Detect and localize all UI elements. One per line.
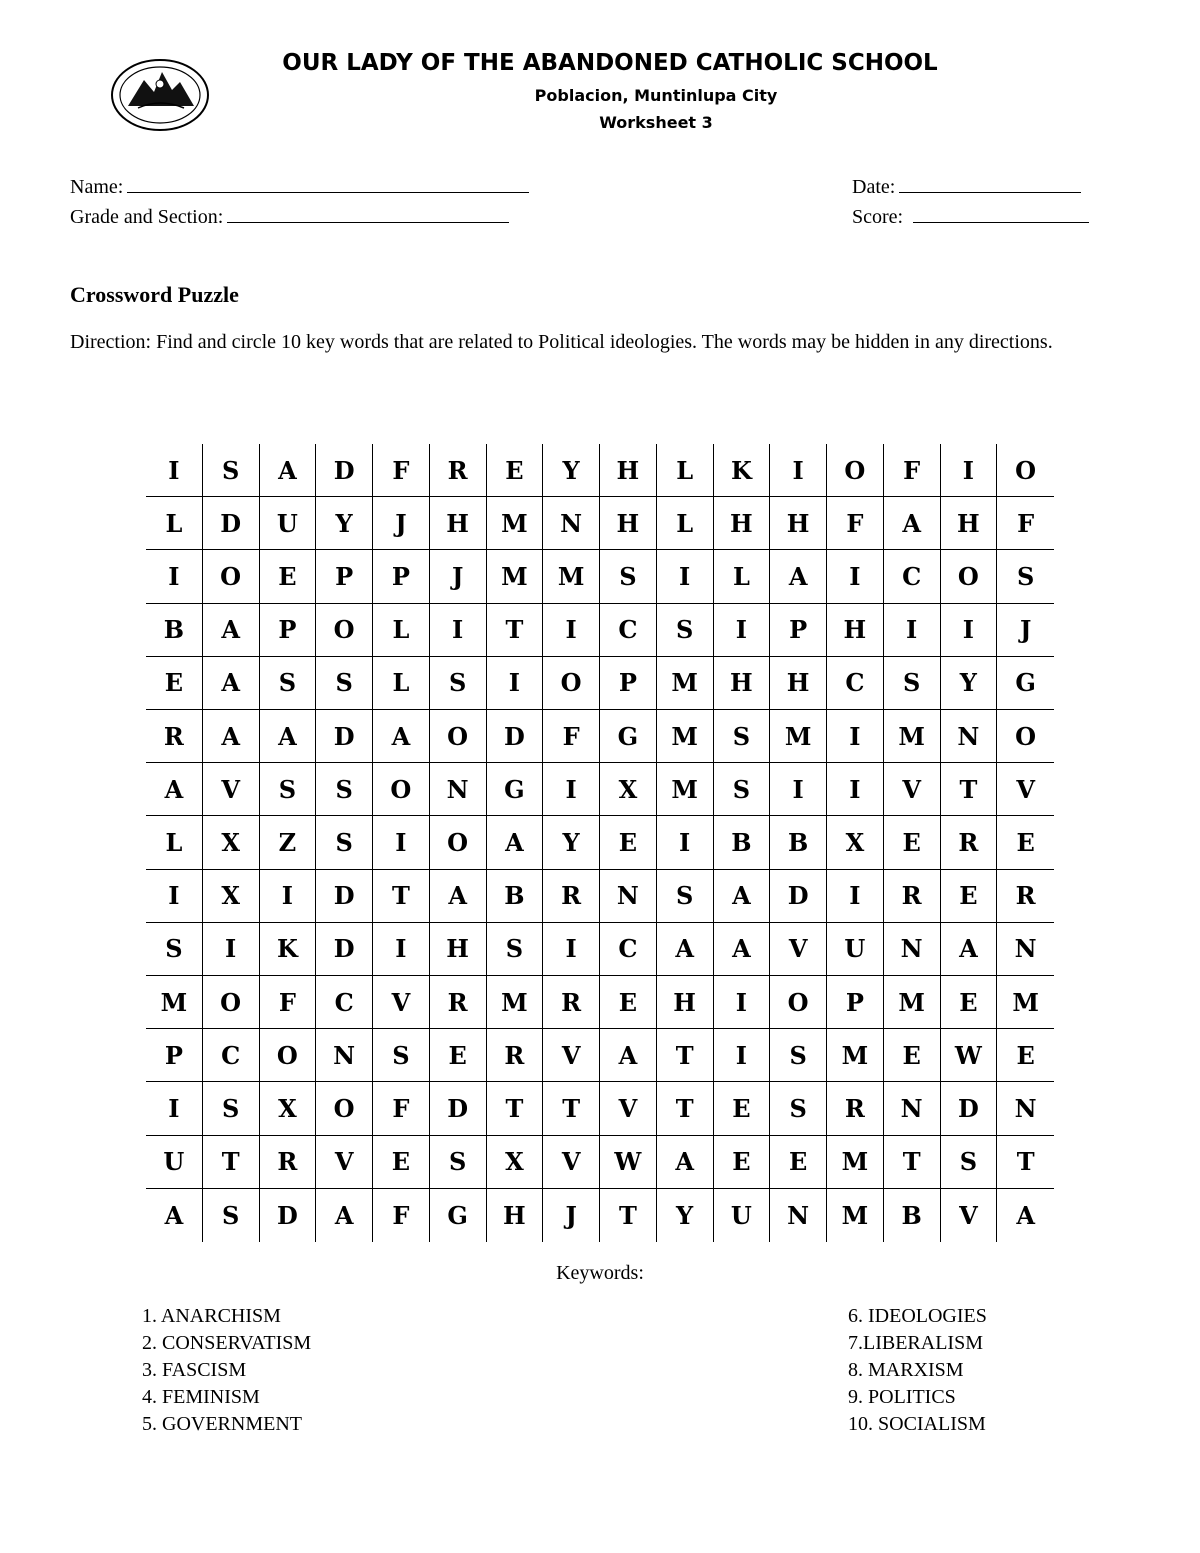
grid-cell[interactable]: I [146, 550, 203, 603]
grid-cell[interactable]: I [373, 923, 430, 976]
grid-cell[interactable]: I [543, 763, 600, 816]
grid-cell[interactable]: O [827, 444, 884, 497]
grid-cell[interactable]: P [373, 550, 430, 603]
grid-cell[interactable]: Z [260, 816, 317, 869]
grid-cell[interactable]: A [203, 710, 260, 763]
grid-cell[interactable]: N [770, 1189, 827, 1242]
grid-cell[interactable]: E [770, 1136, 827, 1189]
grid-cell[interactable]: D [316, 444, 373, 497]
grid-cell[interactable]: A [260, 444, 317, 497]
grid-cell[interactable]: M [884, 976, 941, 1029]
grid-cell[interactable]: I [827, 710, 884, 763]
grid-cell[interactable]: J [373, 497, 430, 550]
grid-cell[interactable]: A [146, 1189, 203, 1242]
grid-cell[interactable]: T [657, 1029, 714, 1082]
grid-cell[interactable]: S [941, 1136, 998, 1189]
grid-cell[interactable]: M [827, 1189, 884, 1242]
grid-cell[interactable]: G [487, 763, 544, 816]
grid-cell[interactable]: O [203, 550, 260, 603]
grid-cell[interactable]: N [543, 497, 600, 550]
grid-cell[interactable]: G [430, 1189, 487, 1242]
grid-cell[interactable]: A [146, 763, 203, 816]
grid-cell[interactable]: M [657, 710, 714, 763]
grid-cell[interactable]: A [600, 1029, 657, 1082]
grid-cell[interactable]: S [714, 763, 771, 816]
grid-cell[interactable]: N [884, 923, 941, 976]
grid-cell[interactable]: H [430, 923, 487, 976]
grid-cell[interactable]: R [146, 710, 203, 763]
score-label: Score: [852, 206, 904, 228]
grid-cell[interactable]: O [316, 604, 373, 657]
grid-cell[interactable]: V [543, 1136, 600, 1189]
grid-cell[interactable]: B [487, 870, 544, 923]
school-name: OUR LADY OF THE ABANDONED CATHOLIC SCHOOL [282, 50, 938, 76]
keyword-list-left [142, 1303, 311, 1438]
grid-cell[interactable]: S [657, 604, 714, 657]
grid-cell[interactable]: C [827, 657, 884, 710]
grid-cell[interactable]: W [600, 1136, 657, 1189]
grid-cell[interactable]: A [657, 1136, 714, 1189]
grid-cell[interactable]: A [487, 816, 544, 869]
grid-cell[interactable]: F [884, 444, 941, 497]
grid-cell[interactable]: S [657, 870, 714, 923]
grid-cell[interactable]: G [997, 657, 1054, 710]
grid-cell[interactable]: F [373, 1082, 430, 1135]
grid-cell[interactable]: O [430, 710, 487, 763]
grid-cell[interactable]: O [997, 444, 1054, 497]
grid-cell[interactable]: A [203, 604, 260, 657]
grid-cell[interactable]: E [430, 1029, 487, 1082]
keyword-list-right [848, 1303, 987, 1438]
grid-cell[interactable]: H [657, 976, 714, 1029]
grid-cell[interactable]: H [714, 657, 771, 710]
keyword-item: 5. GOVERNMENT [142, 1413, 302, 1435]
grid-cell[interactable]: J [430, 550, 487, 603]
grid-cell[interactable]: V [600, 1082, 657, 1135]
grid-cell[interactable]: T [373, 870, 430, 923]
grid-cell[interactable]: I [827, 763, 884, 816]
grid-cell[interactable]: N [997, 923, 1054, 976]
keyword-item: 10. SOCIALISM [848, 1413, 986, 1435]
grid-cell[interactable]: O [770, 976, 827, 1029]
grid-cell[interactable]: C [600, 923, 657, 976]
grid-cell[interactable]: W [941, 1029, 998, 1082]
grid-cell[interactable]: L [657, 444, 714, 497]
keywords-label: Keywords: [556, 1262, 644, 1284]
grid-cell[interactable]: M [827, 1136, 884, 1189]
worksheet-number: Worksheet 3 [599, 113, 713, 132]
grid-cell[interactable]: R [260, 1136, 317, 1189]
grid-cell[interactable]: X [487, 1136, 544, 1189]
grid-cell[interactable]: T [203, 1136, 260, 1189]
keyword-item: 8. MARXISM [848, 1359, 964, 1381]
grid-cell[interactable]: R [430, 976, 487, 1029]
grid-cell[interactable]: O [430, 816, 487, 869]
grid-cell[interactable]: E [714, 1136, 771, 1189]
grid-cell[interactable]: Y [657, 1189, 714, 1242]
grid-cell[interactable]: M [770, 710, 827, 763]
grid-cell[interactable]: S [430, 657, 487, 710]
grid-cell[interactable]: L [714, 550, 771, 603]
grid-cell[interactable]: A [770, 550, 827, 603]
grid-cell[interactable]: F [260, 976, 317, 1029]
grid-cell[interactable]: V [373, 976, 430, 1029]
grid-cell[interactable]: S [487, 923, 544, 976]
grid-cell[interactable]: S [373, 1029, 430, 1082]
grid-cell[interactable]: I [714, 976, 771, 1029]
grid-cell[interactable]: R [543, 976, 600, 1029]
grid-cell[interactable]: I [543, 923, 600, 976]
grid-cell[interactable]: D [487, 710, 544, 763]
grid-cell[interactable]: E [884, 816, 941, 869]
grid-cell[interactable]: Y [543, 816, 600, 869]
grid-cell[interactable]: X [203, 816, 260, 869]
grid-cell[interactable]: S [316, 763, 373, 816]
grid-cell[interactable]: I [827, 550, 884, 603]
grid-cell[interactable]: A [884, 497, 941, 550]
section-title: Crossword Puzzle [70, 282, 239, 307]
grid-cell[interactable]: S [997, 550, 1054, 603]
grid-cell[interactable]: K [714, 444, 771, 497]
grid-cell[interactable]: R [884, 870, 941, 923]
grid-cell[interactable]: A [260, 710, 317, 763]
grid-cell[interactable]: O [997, 710, 1054, 763]
grid-cell[interactable]: R [543, 870, 600, 923]
grid-cell[interactable]: X [260, 1082, 317, 1135]
grid-cell[interactable]: F [373, 444, 430, 497]
grid-cell[interactable]: A [941, 923, 998, 976]
grid-cell[interactable]: C [600, 604, 657, 657]
grid-cell[interactable]: D [941, 1082, 998, 1135]
grid-cell[interactable]: P [770, 604, 827, 657]
grid-cell[interactable]: G [600, 710, 657, 763]
grid-cell[interactable]: E [714, 1082, 771, 1135]
grid-cell[interactable]: P [316, 550, 373, 603]
grid-cell[interactable]: M [997, 976, 1054, 1029]
grid-cell[interactable]: H [487, 1189, 544, 1242]
score-blank[interactable] [913, 204, 1089, 223]
grid-cell[interactable]: I [146, 870, 203, 923]
grid-cell[interactable]: B [770, 816, 827, 869]
grid-cell[interactable]: E [146, 657, 203, 710]
grid-cell[interactable]: E [373, 1136, 430, 1189]
grid-cell[interactable]: A [203, 657, 260, 710]
grid-cell[interactable]: H [827, 604, 884, 657]
grid-cell[interactable]: A [714, 923, 771, 976]
grid-cell[interactable]: J [997, 604, 1054, 657]
grid-cell[interactable]: O [373, 763, 430, 816]
grid-cell[interactable]: V [997, 763, 1054, 816]
grid-cell[interactable]: M [487, 976, 544, 1029]
grid-cell[interactable]: S [203, 1082, 260, 1135]
grid-cell[interactable]: X [827, 816, 884, 869]
grid-cell[interactable]: I [657, 550, 714, 603]
grid-cell[interactable]: B [714, 816, 771, 869]
grid-cell[interactable]: L [657, 497, 714, 550]
grid-cell[interactable]: I [146, 1082, 203, 1135]
keyword-item: 2. CONSERVATISM [142, 1332, 312, 1354]
grid-cell[interactable]: U [714, 1189, 771, 1242]
grid-cell[interactable]: R [997, 870, 1054, 923]
grid-cell[interactable]: V [203, 763, 260, 816]
grid-cell[interactable]: H [770, 497, 827, 550]
grid-cell[interactable]: T [941, 763, 998, 816]
grid-cell[interactable]: O [203, 976, 260, 1029]
grid-cell[interactable]: I [941, 444, 998, 497]
grid-cell[interactable]: I [146, 444, 203, 497]
grid-cell[interactable]: S [430, 1136, 487, 1189]
grid-cell[interactable]: D [316, 710, 373, 763]
grid-cell[interactable]: E [600, 816, 657, 869]
grid-cell[interactable]: M [146, 976, 203, 1029]
grade-section-field[interactable] [70, 204, 509, 229]
grid-cell[interactable]: I [884, 604, 941, 657]
name-field[interactable] [70, 174, 529, 199]
grid-cell[interactable]: R [827, 1082, 884, 1135]
grid-cell[interactable]: H [770, 657, 827, 710]
grid-cell[interactable]: O [941, 550, 998, 603]
grid-cell[interactable]: C [203, 1029, 260, 1082]
grid-cell[interactable]: J [543, 1189, 600, 1242]
grid-cell[interactable]: O [543, 657, 600, 710]
grid-cell[interactable]: P [600, 657, 657, 710]
grid-cell[interactable]: M [657, 657, 714, 710]
grid-cell[interactable]: P [146, 1029, 203, 1082]
grid-cell[interactable]: B [884, 1189, 941, 1242]
date-field[interactable] [852, 174, 1081, 199]
grid-cell[interactable]: E [941, 870, 998, 923]
grid-cell[interactable]: P [260, 604, 317, 657]
grid-cell[interactable]: A [1016, 1200, 1035, 1230]
grid-cell[interactable]: E [884, 1029, 941, 1082]
grid-cell[interactable]: T [543, 1082, 600, 1135]
grid-cell[interactable]: F [997, 497, 1054, 550]
grid-cell[interactable]: A [714, 870, 771, 923]
grid-cell[interactable]: I [657, 816, 714, 869]
grid-cell[interactable]: M [487, 497, 544, 550]
keyword-item: 9. POLITICS [848, 1386, 956, 1408]
grid-cell[interactable]: S [260, 657, 317, 710]
grid-cell[interactable]: R [941, 816, 998, 869]
grid-cell[interactable]: D [316, 923, 373, 976]
grid-cell[interactable]: S [316, 657, 373, 710]
grid-cell[interactable]: Y [316, 497, 373, 550]
grid-cell[interactable]: M [884, 710, 941, 763]
grid-cell[interactable]: I [487, 657, 544, 710]
grid-cell[interactable]: F [827, 497, 884, 550]
grid-cell[interactable]: S [884, 657, 941, 710]
grid-cell[interactable]: S [316, 816, 373, 869]
grid-cell[interactable]: S [146, 923, 203, 976]
grid-cell[interactable]: N [600, 870, 657, 923]
grid-cell[interactable]: F [543, 710, 600, 763]
grid-cell[interactable]: E [941, 976, 998, 1029]
keyword-item: 4. FEMINISM [142, 1386, 260, 1408]
grid-cell[interactable]: I [770, 444, 827, 497]
keyword-item: 7.LIBERALISM [848, 1332, 983, 1354]
grid-cell[interactable]: B [146, 604, 203, 657]
grid-cell[interactable]: L [373, 604, 430, 657]
grid-cell[interactable]: O [260, 1029, 317, 1082]
grid-cell[interactable]: I [373, 816, 430, 869]
grid-cell[interactable]: H [941, 497, 998, 550]
grid-cell[interactable]: R [430, 444, 487, 497]
grid-cell[interactable]: M [657, 763, 714, 816]
grid-cell[interactable]: Y [543, 444, 600, 497]
grid-cell[interactable]: S [770, 1029, 827, 1082]
grid-cell[interactable]: X [203, 870, 260, 923]
grid-cell[interactable]: D [430, 1082, 487, 1135]
grid-cell[interactable]: D [203, 497, 260, 550]
grid-cell[interactable]: E [600, 976, 657, 1029]
date-blank[interactable] [899, 174, 1081, 193]
grid-cell[interactable]: I [941, 604, 998, 657]
grid-cell[interactable]: T [487, 604, 544, 657]
grid-cell[interactable]: E [997, 816, 1054, 869]
word-search-grid [146, 444, 1054, 1242]
grid-cell[interactable]: I [827, 870, 884, 923]
grid-cell[interactable]: M [543, 550, 600, 603]
grid-cell[interactable]: N [997, 1082, 1054, 1135]
grid-cell[interactable]: I [203, 923, 260, 976]
grid-cell[interactable]: A [430, 870, 487, 923]
grid-cell[interactable]: L [146, 497, 203, 550]
keyword-item: 6. IDEOLOGIES [848, 1305, 987, 1327]
grid-cell[interactable]: T [884, 1136, 941, 1189]
grid-cell[interactable]: N [884, 1082, 941, 1135]
grid-cell[interactable]: S [600, 550, 657, 603]
grade-section-label: Grade and Section: [70, 206, 224, 228]
grid-cell[interactable]: V [770, 923, 827, 976]
grid-cell[interactable]: I [714, 604, 771, 657]
grid-cell[interactable]: C [316, 976, 373, 1029]
grid-cell[interactable]: I [260, 870, 317, 923]
grid-cell[interactable]: U [146, 1136, 203, 1189]
grid-cell[interactable]: O [316, 1082, 373, 1135]
grid-cell[interactable]: T [487, 1082, 544, 1135]
grid-cell[interactable]: L [373, 657, 430, 710]
grid-cell[interactable]: V [543, 1029, 600, 1082]
grid-cell[interactable]: S [770, 1082, 827, 1135]
grid-cell[interactable]: F [373, 1189, 430, 1242]
grid-cell[interactable]: S [203, 444, 260, 497]
grid-cell[interactable]: T [600, 1189, 657, 1242]
grid-cell[interactable]: C [884, 550, 941, 603]
grid-cell[interactable]: N [430, 763, 487, 816]
grid-cell[interactable]: V [941, 1189, 998, 1242]
grid-cell[interactable]: N [316, 1029, 373, 1082]
date-label: Date: [852, 176, 896, 198]
grid-cell[interactable]: N [941, 710, 998, 763]
grid-cell[interactable]: M [487, 550, 544, 603]
keyword-item: 1. ANARCHISM [142, 1305, 281, 1327]
grid-cell[interactable]: L [146, 816, 203, 869]
grid-cell[interactable]: M [827, 1029, 884, 1082]
grid-cell[interactable]: A [657, 923, 714, 976]
grid-cell[interactable]: D [260, 1189, 317, 1242]
grid-cell[interactable]: D [770, 870, 827, 923]
name-label: Name: [70, 176, 124, 198]
grid-cell[interactable]: T [657, 1082, 714, 1135]
grid-cell[interactable]: S [203, 1189, 260, 1242]
grade-section-blank[interactable] [227, 204, 509, 223]
grid-cell[interactable]: H [600, 444, 657, 497]
grid-cell[interactable]: S [260, 763, 317, 816]
grid-cell[interactable]: P [827, 976, 884, 1029]
grid-cell[interactable]: I [430, 604, 487, 657]
keyword-item: 3. FASCISM [142, 1359, 247, 1381]
grid-cell[interactable]: E [997, 1029, 1054, 1082]
grid-cell[interactable]: T [997, 1136, 1054, 1189]
grid-cell[interactable]: K [260, 923, 317, 976]
grid-cell[interactable]: S [714, 710, 771, 763]
score-field[interactable] [852, 204, 1089, 229]
grid-cell[interactable]: D [316, 870, 373, 923]
grid-cell[interactable]: U [827, 923, 884, 976]
school-address: Poblacion, Muntinlupa City [534, 86, 778, 105]
grid-cell[interactable]: V [316, 1136, 373, 1189]
grid-cell[interactable]: H [430, 497, 487, 550]
grid-cell[interactable]: I [770, 763, 827, 816]
direction-text: Direction: Find and circle 10 key words that are related to Political ideologies. The words may be hidden in any directions. [70, 331, 1053, 353]
grid-cell[interactable]: A [373, 710, 430, 763]
grid-cell[interactable]: U [260, 497, 317, 550]
grid-cell[interactable]: H [600, 497, 657, 550]
grid-cell[interactable]: H [714, 497, 771, 550]
grid-cell[interactable]: V [884, 763, 941, 816]
grid-cell[interactable]: E [260, 550, 317, 603]
grid-cell[interactable]: X [600, 763, 657, 816]
grid-cell[interactable]: A [316, 1189, 373, 1242]
grid-cell[interactable]: E [487, 444, 544, 497]
name-blank[interactable] [127, 174, 529, 193]
grid-cell[interactable]: I [543, 604, 600, 657]
grid-cell[interactable]: I [714, 1029, 771, 1082]
grid-cell[interactable]: Y [941, 657, 998, 710]
grid-cell[interactable]: R [487, 1029, 544, 1082]
